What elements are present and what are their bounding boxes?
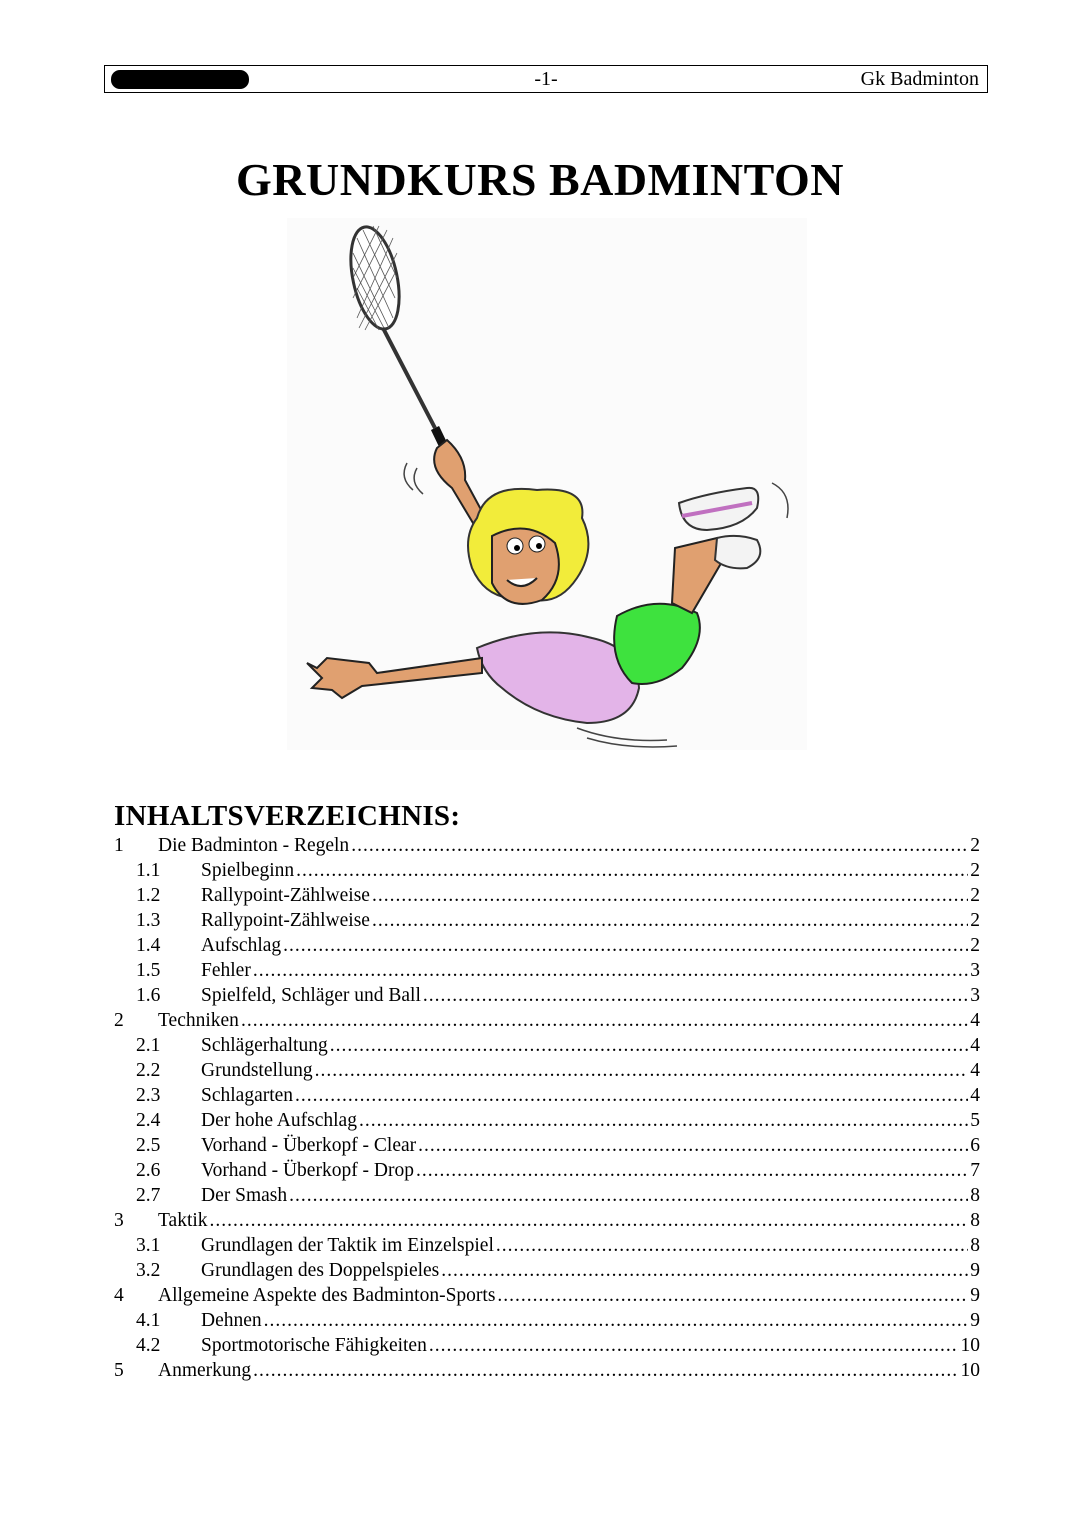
toc-entry-label: Rallypoint-Zählweise [201, 910, 370, 931]
toc-entry-page: 4 [970, 1010, 980, 1031]
toc-entry-number: 4 [114, 1285, 124, 1306]
toc-leader-dots [295, 1083, 968, 1108]
toc-leader-dots [416, 1158, 968, 1183]
toc-entry-page: 9 [970, 1260, 980, 1281]
toc-entry-number: 2.5 [136, 1135, 161, 1156]
toc-entry-number: 1.4 [136, 935, 161, 956]
toc-leader-dots [423, 983, 968, 1008]
toc-entry-label: Der hohe Aufschlag [201, 1110, 357, 1131]
toc-entry-number: 5 [114, 1360, 124, 1381]
toc-entry[interactable] [110, 1033, 980, 1058]
toc-entry-label: Anmerkung [158, 1360, 252, 1381]
toc-entry-page: 4 [970, 1085, 980, 1106]
toc-entry-page: 3 [970, 960, 980, 981]
page-header [104, 65, 988, 93]
toc-entry-number: 3.2 [136, 1260, 161, 1281]
table-of-contents [110, 833, 980, 1383]
toc-entry[interactable] [110, 1358, 980, 1383]
toc-entry-number: 1.6 [136, 985, 161, 1006]
toc-entry-number: 2.2 [136, 1060, 161, 1081]
toc-entry-label: Vorhand - Überkopf - Drop [201, 1160, 415, 1181]
toc-entry-number: 2.6 [136, 1160, 161, 1181]
toc-leader-dots [330, 1033, 969, 1058]
toc-entry-label: Grundlagen der Taktik im Einzelspiel [201, 1235, 494, 1256]
toc-entry-label: Techniken [158, 1010, 239, 1031]
toc-entry-label: Sportmotorische Fähigkeiten [201, 1335, 427, 1356]
toc-entry-label: Fehler [201, 960, 251, 981]
toc-entry-page: 9 [970, 1285, 980, 1306]
toc-entry-page: 5 [970, 1110, 980, 1131]
toc-entry[interactable] [110, 908, 980, 933]
toc-entry-label: Allgemeine Aspekte des Badminton-Sports [158, 1285, 496, 1306]
toc-entry-number: 4.2 [136, 1335, 161, 1356]
toc-entry-number: 1.3 [136, 910, 161, 931]
toc-entry-number: 1.2 [136, 885, 161, 906]
toc-leader-dots [359, 1108, 968, 1133]
toc-entry-number: 2 [114, 1010, 124, 1031]
toc-entry[interactable] [110, 1183, 980, 1208]
toc-entry-page: 2 [970, 835, 980, 856]
toc-entry-number: 2.4 [136, 1110, 161, 1131]
toc-entry-page: 6 [970, 1135, 980, 1156]
toc-entry[interactable] [110, 933, 980, 958]
toc-entry-number: 1.5 [136, 960, 161, 981]
toc-leader-dots [315, 1058, 969, 1083]
toc-entry-page: 9 [970, 1310, 980, 1331]
toc-entry-number: 2.7 [136, 1185, 161, 1206]
toc-entry[interactable] [110, 1058, 980, 1083]
toc-entry-page: 3 [970, 985, 980, 1006]
toc-entry-page: 2 [970, 860, 980, 881]
toc-entry[interactable] [110, 1158, 980, 1183]
toc-entry[interactable] [110, 1008, 980, 1033]
toc-leader-dots [296, 858, 968, 883]
toc-entry-label: Dehnen [201, 1310, 262, 1331]
toc-leader-dots [264, 1308, 969, 1333]
page-title: GRUNDKURS BADMINTON [236, 154, 844, 205]
toc-leader-dots [496, 1233, 968, 1258]
toc-entry-page: 2 [970, 885, 980, 906]
toc-leader-dots [283, 933, 968, 958]
toc-entry[interactable] [110, 883, 980, 908]
toc-entry-label: Rallypoint-Zählweise [201, 885, 370, 906]
toc-entry-page: 4 [970, 1060, 980, 1081]
toc-entry-label: Aufschlag [201, 935, 282, 956]
toc-entry-label: Grundstellung [201, 1060, 313, 1081]
toc-leader-dots [429, 1333, 959, 1358]
toc-entry[interactable] [110, 833, 980, 858]
page-number: -1- [534, 68, 558, 90]
toc-entry[interactable] [110, 1233, 980, 1258]
toc-entry-number: 1 [114, 835, 124, 856]
toc-entry[interactable] [110, 1283, 980, 1308]
toc-leader-dots [351, 833, 968, 858]
toc-leader-dots [372, 908, 968, 933]
toc-leader-dots [372, 883, 968, 908]
toc-entry[interactable] [110, 1208, 980, 1233]
toc-leader-dots [253, 958, 968, 983]
toc-leader-dots [253, 1358, 958, 1383]
toc-entry-page: 2 [970, 935, 980, 956]
toc-entry-number: 3.1 [136, 1235, 161, 1256]
toc-entry-label: Schlagarten [201, 1085, 294, 1106]
toc-entry[interactable] [110, 983, 980, 1008]
toc-entry-page: 10 [960, 1360, 980, 1381]
toc-entry[interactable] [110, 1108, 980, 1133]
toc-entry[interactable] [110, 958, 980, 983]
toc-entry[interactable] [110, 1133, 980, 1158]
toc-entry[interactable] [110, 1308, 980, 1333]
toc-leader-dots [418, 1133, 968, 1158]
toc-entry-page: 4 [970, 1035, 980, 1056]
toc-entry-page: 10 [960, 1335, 980, 1356]
toc-entry[interactable] [110, 1333, 980, 1358]
toc-entry-page: 8 [970, 1210, 980, 1231]
toc-leader-dots [497, 1283, 968, 1308]
toc-entry-number: 3 [114, 1210, 124, 1231]
toc-entry-label: Spielbeginn [201, 860, 295, 881]
toc-entry[interactable] [110, 1258, 980, 1283]
toc-entry-label: Der Smash [201, 1185, 288, 1206]
toc-leader-dots [241, 1008, 968, 1033]
toc-leader-dots [210, 1208, 969, 1233]
toc-entry-page: 7 [970, 1160, 980, 1181]
toc-entry-number: 1.1 [136, 860, 161, 881]
toc-entry-number: 4.1 [136, 1310, 161, 1331]
toc-heading: INHALTSVERZEICHNIS: [114, 800, 461, 832]
toc-entry-page: 8 [970, 1235, 980, 1256]
toc-leader-dots [289, 1183, 968, 1208]
toc-entry[interactable] [110, 858, 980, 883]
toc-entry-number: 2.3 [136, 1085, 161, 1106]
toc-entry-label: Vorhand - Überkopf - Clear [201, 1135, 417, 1156]
toc-entry-label: Spielfeld, Schläger und Ball [201, 985, 421, 1006]
toc-leader-dots [441, 1258, 968, 1283]
toc-entry-label: Grundlagen des Doppelspieles [201, 1260, 440, 1281]
toc-entry-number: 2.1 [136, 1035, 161, 1056]
toc-entry-label: Taktik [158, 1210, 208, 1231]
toc-entry-label: Die Badminton - Regeln [158, 835, 350, 856]
toc-entry-label: Schlägerhaltung [201, 1035, 328, 1056]
toc-entry-page: 2 [970, 910, 980, 931]
toc-entry[interactable] [110, 1083, 980, 1108]
badminton-player-icon [287, 218, 807, 750]
header-doc-title: Gk Badminton [860, 68, 979, 90]
toc-entry-page: 8 [970, 1185, 980, 1206]
